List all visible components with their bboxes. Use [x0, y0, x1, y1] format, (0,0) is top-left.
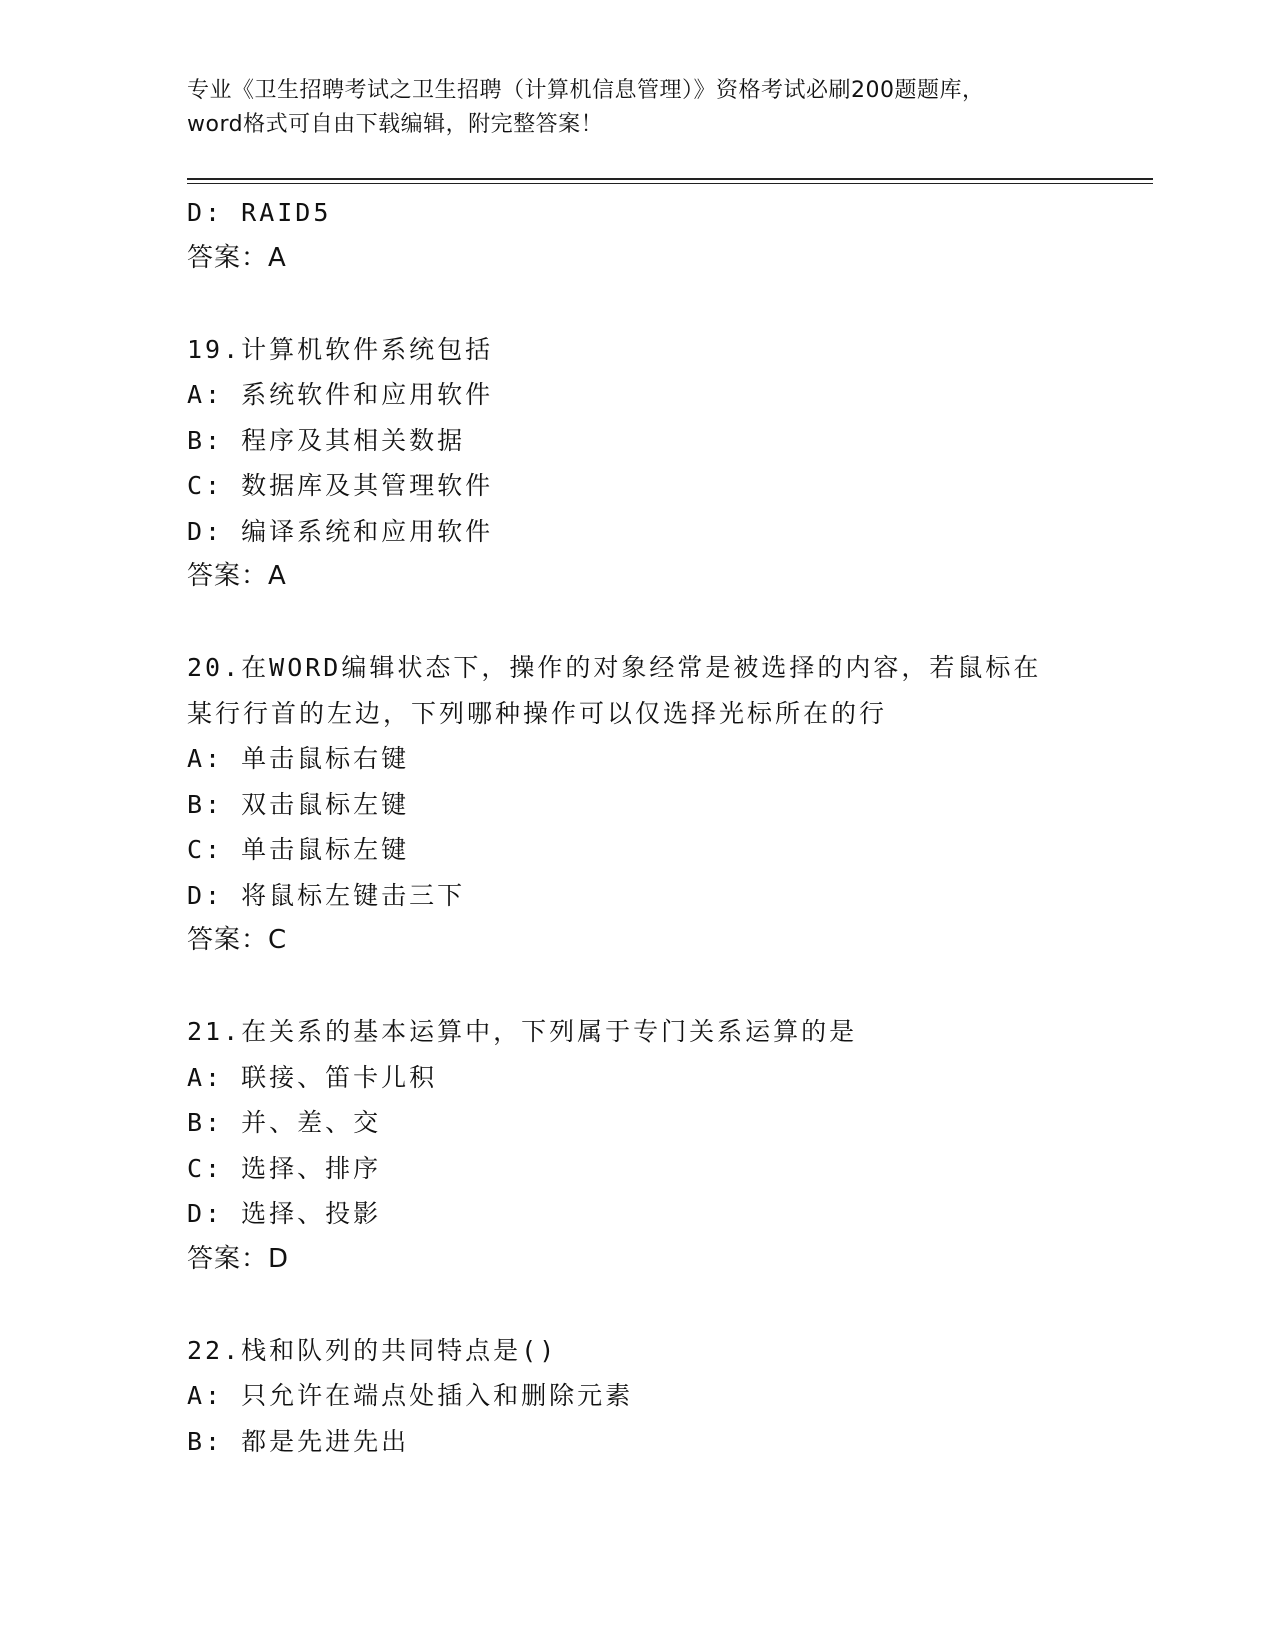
question-stem: 19.计算机软件系统包括: [187, 334, 494, 364]
option-a: A: 只允许在端点处插入和删除元素: [187, 1381, 634, 1410]
answer: 答案：A: [187, 561, 287, 591]
option-d: D: 编译系统和应用软件: [187, 516, 494, 546]
previous-option-d: D: RAID5: [187, 198, 332, 227]
option-d: D: 将鼠标左键击三下: [187, 880, 466, 910]
question-21: [187, 1009, 1153, 1282]
document-header: [187, 74, 1087, 142]
question-stem: 21.在关系的基本运算中，下列属于专门关系运算的是: [187, 1017, 858, 1046]
question-19: [187, 327, 1153, 600]
option-a: A: 联接、笛卡儿积: [187, 1062, 438, 1092]
header-title-line-2: word格式可自由下载编辑，附完整答案！: [187, 112, 604, 137]
question-stem-line-1: 20.在WORD编辑状态下，操作的对象经常是被选择的内容，若鼠标在: [187, 653, 1042, 682]
option-a: A: 系统软件和应用软件: [187, 380, 494, 409]
option-b: B: 双击鼠标左键: [187, 789, 410, 819]
spacer: [187, 964, 1153, 1010]
option-a: A: 单击鼠标右键: [187, 744, 410, 773]
option-b: B: 并、差、交: [187, 1108, 382, 1137]
question-20: [187, 645, 1153, 964]
question-22: [187, 1328, 1153, 1465]
option-d: D: 选择、投影: [187, 1199, 382, 1228]
option-b: B: 都是先进先出: [187, 1426, 410, 1456]
question-stem-line-2: 某行行首的左边，下列哪种操作可以仅选择光标所在的行: [187, 698, 888, 728]
option-b: B: 程序及其相关数据: [187, 425, 466, 455]
answer: 答案：C: [187, 925, 288, 955]
question-stem: 22.栈和队列的共同特点是(): [187, 1335, 558, 1365]
header-title-line-1: 专业《卫生招聘考试之卫生招聘（计算机信息管理）》资格考试必刷200题题库，: [187, 78, 985, 103]
option-c: C: 选择、排序: [187, 1153, 382, 1183]
option-c: C: 数据库及其管理软件: [187, 471, 494, 500]
spacer: [187, 281, 1153, 327]
previous-answer: 答案：A: [187, 242, 287, 273]
answer: 答案：D: [187, 1243, 290, 1274]
option-c: C: 单击鼠标左键: [187, 835, 410, 864]
spacer: [187, 1282, 1153, 1328]
spacer: [187, 600, 1153, 646]
question-list: [187, 190, 1153, 1464]
header-divider-bottom: [187, 183, 1153, 184]
header-divider-top: [187, 178, 1153, 180]
